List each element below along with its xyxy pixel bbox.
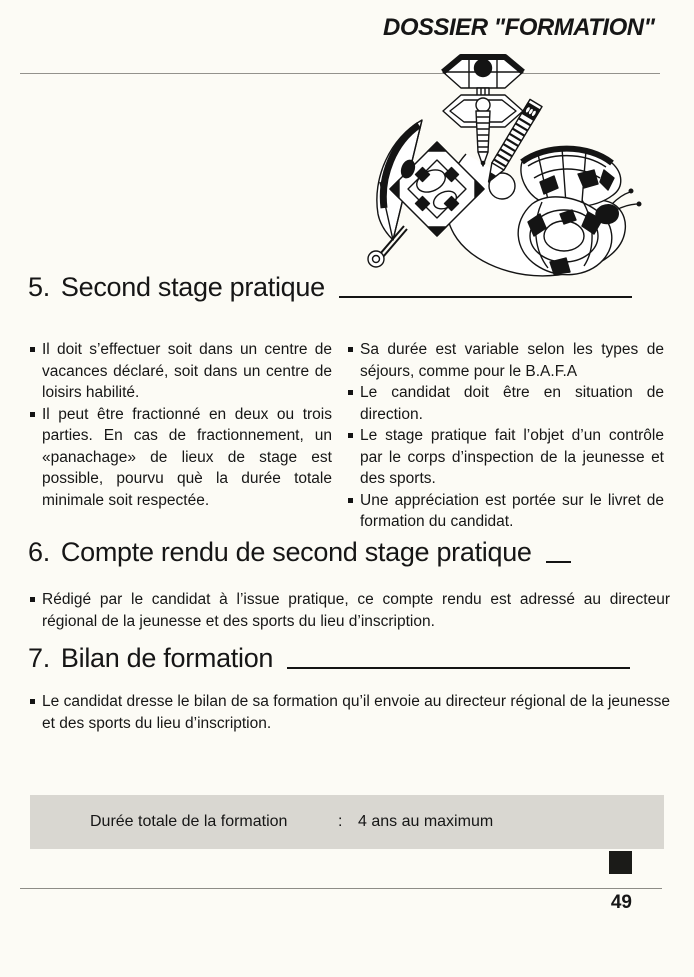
total-duration-summary-box xyxy=(30,795,664,849)
summary-colon: : xyxy=(338,813,343,830)
square-bullet-icon xyxy=(348,390,353,395)
black-square-marker xyxy=(609,851,632,874)
section-5-title-rule xyxy=(339,296,632,298)
section-7-paragraph xyxy=(30,691,670,735)
section-6-paragraph xyxy=(30,589,670,633)
list-item xyxy=(30,691,670,735)
footer-rule xyxy=(20,888,662,889)
document-header-title: DOSSIER "FORMATION" xyxy=(383,14,655,41)
list-item-text: Le stage pratique fait l’objet d’un contrôle par le corps d’inspection de la jeunesse et des sports. xyxy=(360,427,664,487)
list-item xyxy=(348,382,664,425)
list-item-text: Une appréciation est portée sur le livret de formation du candidat. xyxy=(360,491,664,530)
square-bullet-icon xyxy=(30,412,35,417)
section-7-title: Bilan de formation xyxy=(60,643,274,673)
section-7-heading xyxy=(28,643,630,674)
section-6-title-rule xyxy=(546,561,571,563)
section-5-columns xyxy=(30,339,664,533)
page-number: 49 xyxy=(610,892,632,913)
list-item-text: Le candidat doit être en situation de direction. xyxy=(360,384,664,423)
list-item xyxy=(30,404,332,512)
list-item-text: Il peut être fractionné en deux ou trois parties. En cas de fractionnement, un «panachage» de lieux de stage est possible, pourvu què la durée totale minimale soit respectée. xyxy=(42,405,332,509)
list-item-text: Rédigé par le candidat à l’issue pratique, ce compte rendu est adressé au directeur régional de la jeunesse et des sports du lieu d’inscription. xyxy=(42,591,670,630)
section-6-title: Compte rendu de second stage pratique xyxy=(60,537,532,567)
section-7-title-rule xyxy=(287,667,630,669)
summary-value: 4 ans au maximum xyxy=(358,813,494,830)
summary-label: Durée totale de la formation xyxy=(90,813,288,830)
square-bullet-icon xyxy=(348,347,353,352)
section-6-heading xyxy=(28,537,571,568)
square-bullet-icon xyxy=(30,347,35,352)
section-5-left-column xyxy=(30,339,332,533)
list-item-text: Sa durée est variable selon les types de séjours, comme pour le B.A.F.A xyxy=(360,341,664,380)
list-item xyxy=(348,425,664,490)
list-item xyxy=(30,589,670,633)
list-item xyxy=(348,339,664,382)
section-5-title: Second stage pratique xyxy=(60,272,325,302)
section-5-right-column xyxy=(348,339,664,533)
list-item xyxy=(30,339,332,404)
list-item-text: Il doit s’effectuer soit dans un centre de vacances déclaré, soit dans un centre de loisirs habilité. xyxy=(42,341,332,401)
list-item xyxy=(348,490,664,533)
square-bullet-icon xyxy=(30,699,35,704)
butterfly-pencil-illustration xyxy=(362,54,662,282)
section-5-heading xyxy=(28,272,632,303)
section-6-number: 6. xyxy=(28,537,50,567)
square-bullet-icon xyxy=(348,433,353,438)
square-bullet-icon xyxy=(30,597,35,602)
section-5-number: 5. xyxy=(28,272,50,302)
square-bullet-icon xyxy=(348,498,353,503)
list-item-text: Le candidat dresse le bilan de sa formation qu’il envoie au directeur régional de la jeunesse et des sports du lieu d’inscription. xyxy=(42,693,670,732)
section-7-number: 7. xyxy=(28,643,50,673)
